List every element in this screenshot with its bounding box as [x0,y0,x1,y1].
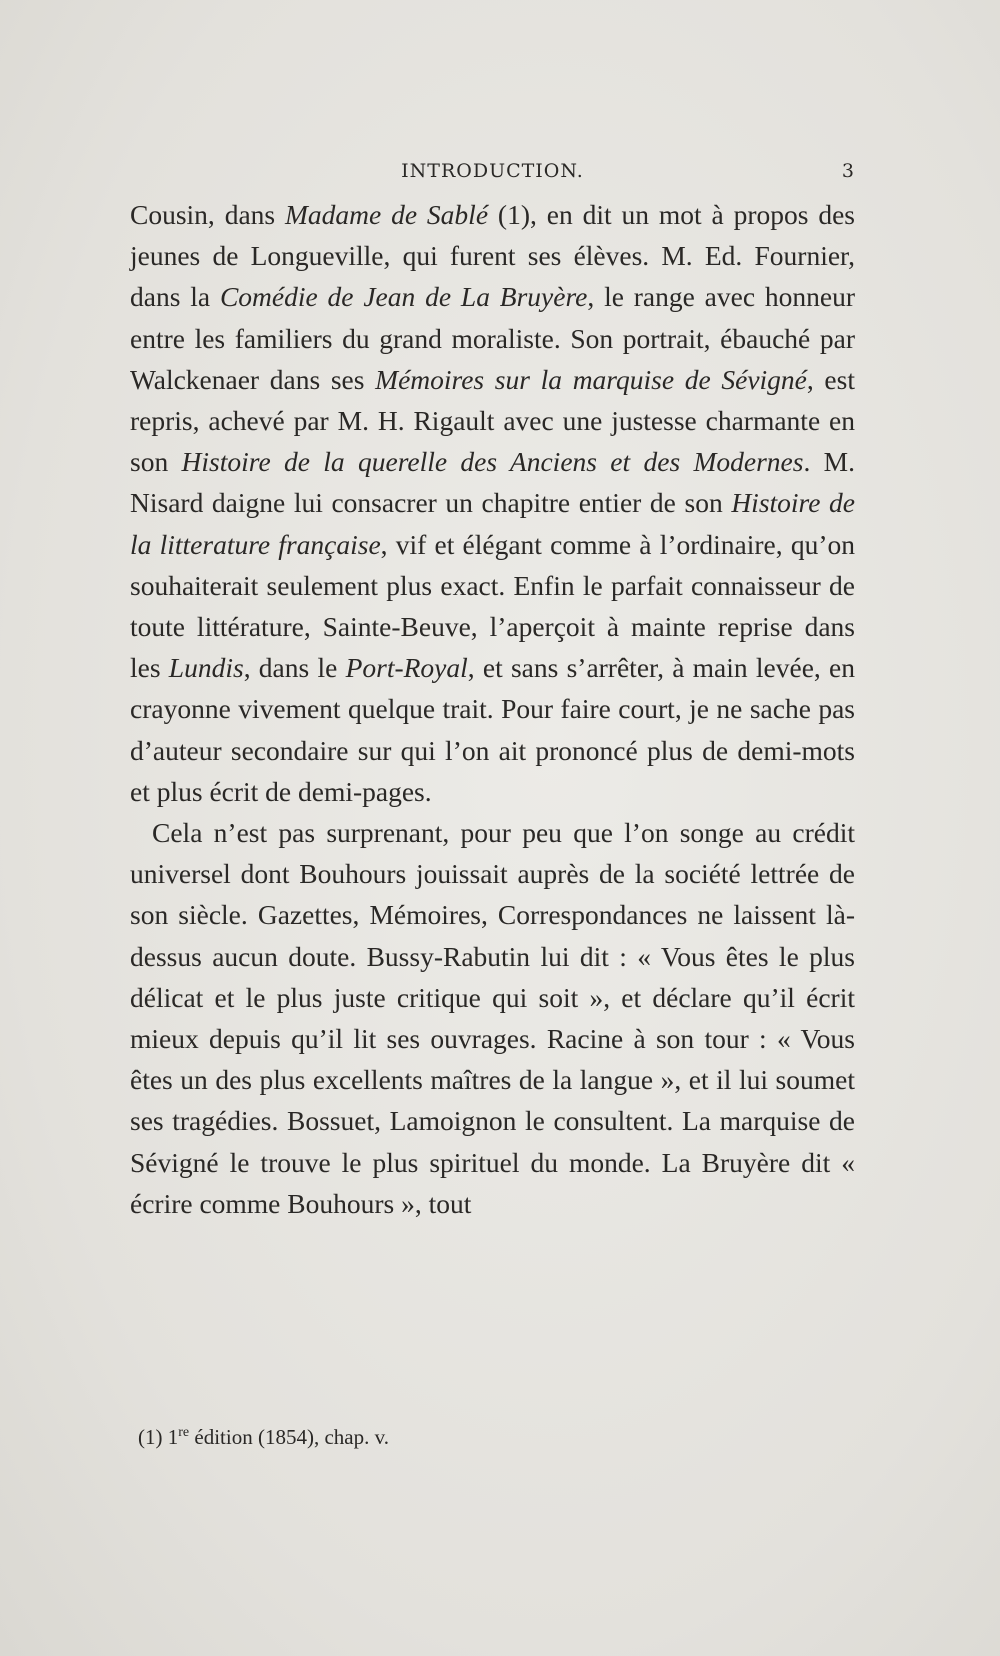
text-run: . M. Nisard daigne lui consacrer un chapitre entier de son [130,446,856,519]
paragraph-2 [130,812,855,1224]
running-title: INTRODUCTION. [401,160,584,182]
footnote-marker: (1) [138,1425,163,1449]
page-number: 3 [841,160,855,182]
italic-title: Comédie de Jean de La Bruyère [219,281,588,313]
italic-title: Lundis [168,652,244,684]
running-header [130,160,855,190]
italic-title: Madame de Sablé [284,199,489,230]
footnote-edition-superscript: re [178,1425,190,1440]
text-run: , est repris, achevé par M. H. Rigault avec une justesse charmante en son [130,363,855,478]
text-run: , le range avec honneur entre les familiers du grand moraliste. Son portrait, ébauché par Walckenaer dans ses [130,281,855,395]
paragraph-1 [130,194,855,812]
footnote [138,1418,838,1452]
italic-title: Mémoires sur la marquise de Sévigné [375,363,807,395]
text-run: , dans le [243,652,346,684]
text-run: (1), en dit un mot à propos des jeunes de Longueville, qui furent ses élèves. M. Ed. Fournier, dans la [130,199,856,313]
italic-title: Histoire de la litterature française [130,487,855,560]
text-run: Cela n’est pas surprenant, pour peu que l’on songe au crédit universel dont Bouhours jouissait auprès de la société lettrée de son siècle. Gazettes, Mémoires, Correspondances ne laissent là-dessus aucun doute. Bussy-Rabutin lui dit : « Vous êtes le plus délicat et le plus juste critique qui soit », et déclare qu’il écrit mieux depuis qu’il lit ses ouvrages. Racine à son tour : « Vous êtes un des plus excellents maîtres de la langue », et il lui soumet ses tragédies. Bossuet, Lamoignon le consultent. La marquise de Sévigné le trouve le plus spirituel du monde. La Bruyère dit « écrire comme Bouhours », tout [130,817,855,1219]
italic-title: Histoire de la querelle des Anciens et des Modernes [181,446,804,478]
footnote-edition-number: 1 [167,1425,179,1449]
text-run: , vif et élégant comme à l’ordinaire, qu’on souhaiterait seulement plus exact. Enfin le parfait connaisseur de toute littérature, Sainte-Beuve, l’aperçoit à mainte reprise dans les [130,528,856,684]
footnote-text: édition (1854), chap. v. [189,1425,389,1449]
italic-title: Port-Royal [345,652,468,684]
text-run: Cousin, dans [130,199,285,230]
body-text [130,194,855,1224]
text-run: , et sans s’arrêter, à main levée, en crayonne vivement quelque trait. Pour faire court, je ne sache pas d’auteur secondaire sur qui l’on ait prononcé plus de demi-mots et plus écrit de demi-pages. [130,652,855,807]
